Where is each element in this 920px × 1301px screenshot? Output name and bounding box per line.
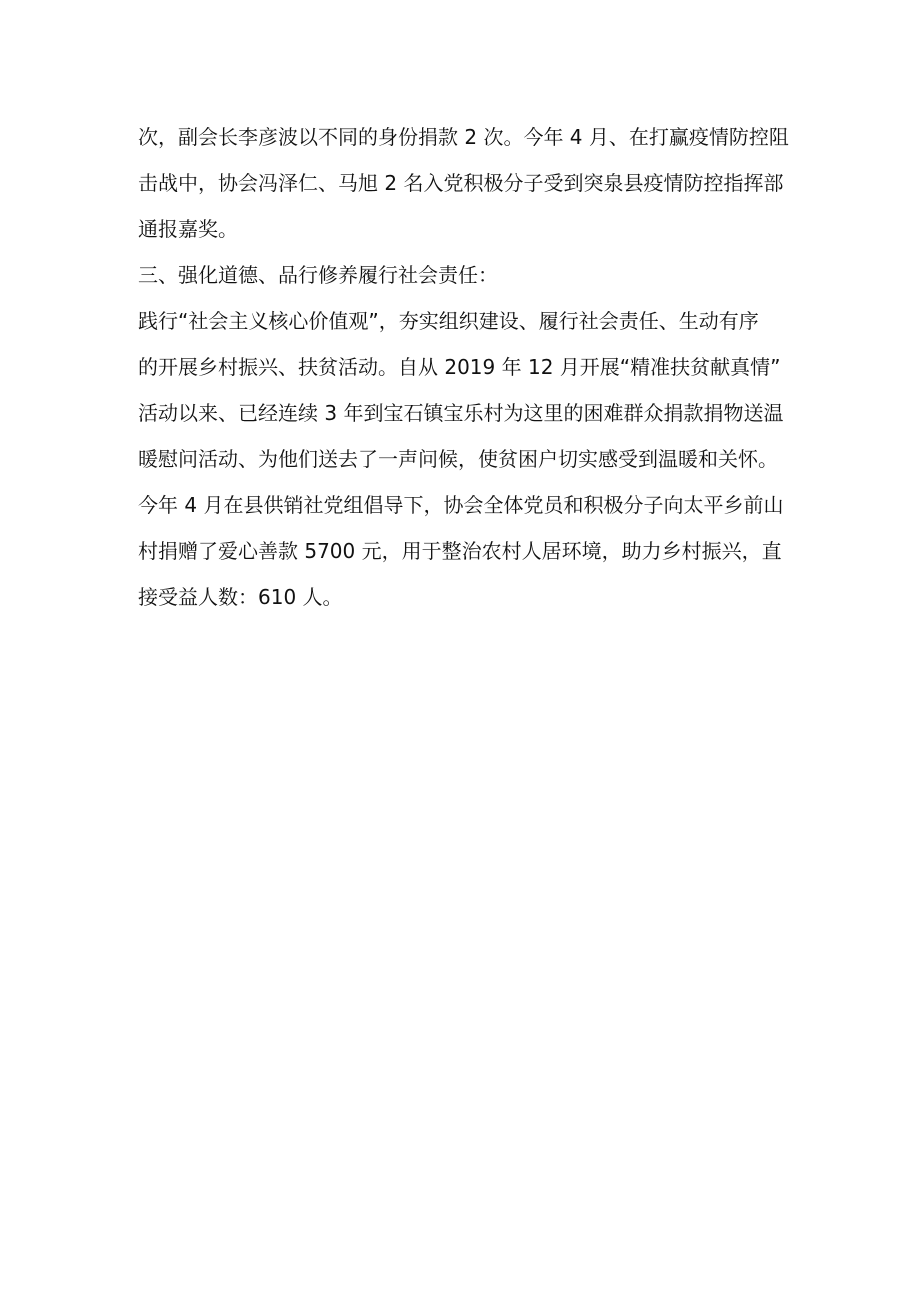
text-line: 接受益人数：610 人。 — [138, 585, 343, 609]
text-line: 击战中，协会冯泽仁、马旭 2 名入党积极分子受到突泉县疫情防控指挥部 — [138, 171, 784, 195]
section-heading-text: 三、强化道德、品行修养履行社会责任： — [138, 263, 498, 287]
section-heading — [138, 252, 788, 298]
paragraph-april-donation — [138, 482, 788, 620]
text-line: 的开展乡村振兴、扶贫活动。自从 2019 年 12 月开展“精准扶贫献真情” — [138, 355, 781, 379]
text-line: 暖慰问活动、为他们送去了一声问候，使贫困户切实感受到温暖和关怀。 — [138, 447, 778, 471]
text-line: 践行“社会主义核心价值观”，夯实组织建设、履行社会责任、生动有序 — [138, 309, 759, 333]
text-line: 通报嘉奖。 — [138, 217, 238, 241]
document-body — [138, 114, 788, 620]
text-line: 活动以来、已经连续 3 年到宝石镇宝乐村为这里的困难群众捐款捐物送温 — [138, 401, 784, 425]
paragraph-donation-and-commendation — [138, 114, 788, 252]
text-line: 今年 4 月在县供销社党组倡导下，协会全体党员和积极分子向太平乡前山 — [138, 493, 784, 517]
text-line: 次，副会长李彦波以不同的身份捐款 2 次。今年 4 月、在打赢疫情防控阻 — [138, 125, 789, 149]
paragraph-core-values — [138, 298, 788, 482]
text-line: 村捐赠了爱心善款 5700 元，用于整治农村人居环境，助力乡村振兴，直 — [138, 539, 782, 563]
